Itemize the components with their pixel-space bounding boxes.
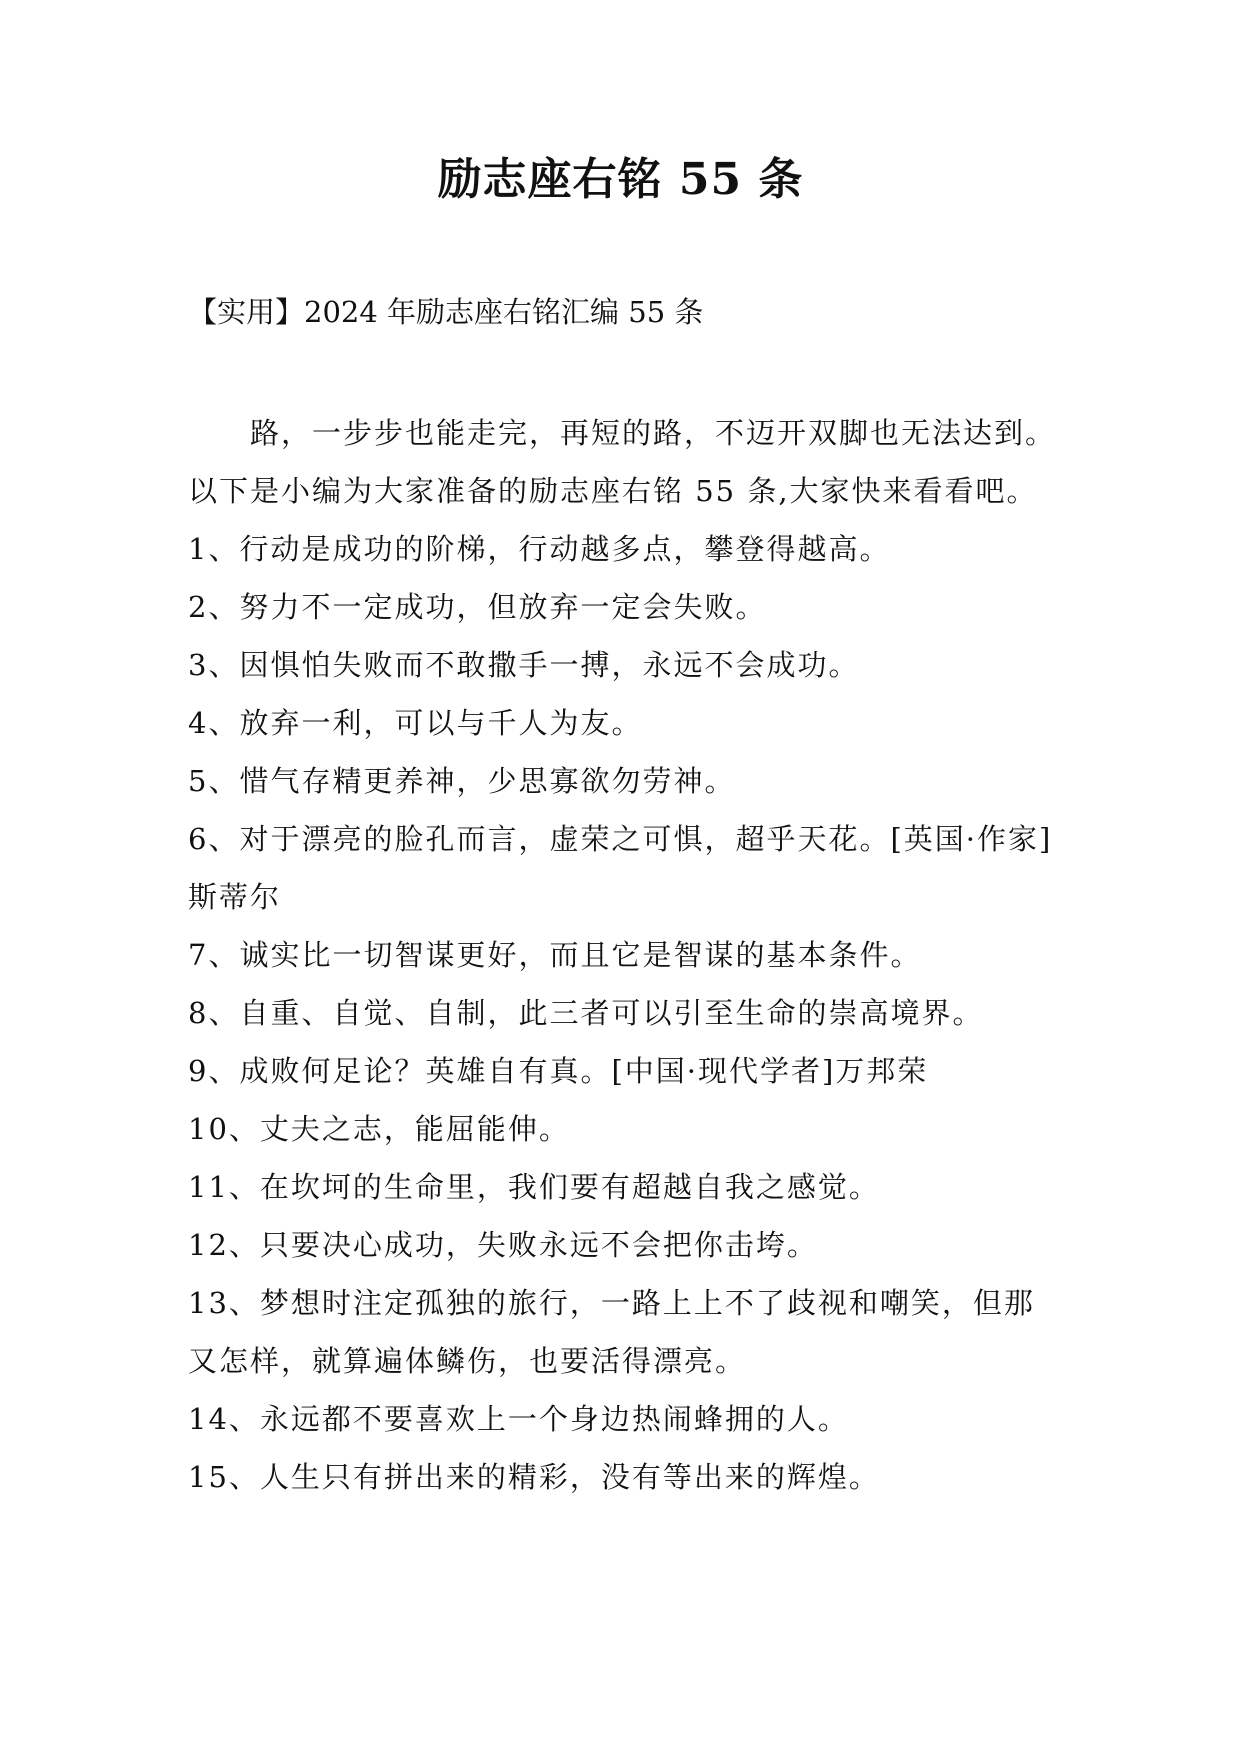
document-subtitle: 【实用】2024 年励志座右铭汇编 55 条 <box>188 295 704 329</box>
list-item: 13、梦想时注定孤独的旅行，一路上上不了歧视和嘲笑，但那又怎样，就算遍体鳞伤，也要活得漂亮。 <box>188 1286 1035 1378</box>
list-item: 12、只要决心成功，失败永远不会把你击垮。 <box>188 1228 818 1262</box>
list-item: 10、丈夫之志，能屈能伸。 <box>188 1112 570 1146</box>
list-item: 7、诚实比一切智谋更好，而且它是智谋的基本条件。 <box>188 938 922 972</box>
list-item: 15、人生只有拼出来的精彩，没有等出来的辉煌。 <box>188 1460 880 1494</box>
intro-paragraph: 路，一步步也能走完，再短的路，不迈开双脚也无法达到。以下是小编为大家准备的励志座右铭 55 条,大家快来看看吧。 <box>188 416 1057 508</box>
list-item: 8、自重、自觉、自制，此三者可以引至生命的崇高境界。 <box>188 996 984 1030</box>
list-item: 4、放弃一利，可以与千人为友。 <box>188 706 643 740</box>
list-item: 2、努力不一定成功，但放弃一定会失败。 <box>188 590 767 624</box>
document-body <box>188 404 1058 1506</box>
list-item: 6、对于漂亮的脸孔而言，虚荣之可惧，超乎天花。[英国·作家]斯蒂尔 <box>188 822 1053 914</box>
list-item: 3、因惧怕失败而不敢撒手一搏，永远不会成功。 <box>188 648 860 682</box>
list-item: 14、永远都不要喜欢上一个身边热闹蜂拥的人。 <box>188 1402 849 1436</box>
list-item: 5、惜气存精更养神，少思寡欲勿劳神。 <box>188 764 736 798</box>
document-title: 励志座右铭 55 条 <box>437 154 804 205</box>
list-item: 1、行动是成功的阶梯，行动越多点，攀登得越高。 <box>188 532 891 566</box>
list-item: 11、在坎坷的生命里，我们要有超越自我之感觉。 <box>188 1170 880 1204</box>
list-item: 9、成败何足论？英雄自有真。[中国·现代学者]万邦荣 <box>188 1054 929 1088</box>
